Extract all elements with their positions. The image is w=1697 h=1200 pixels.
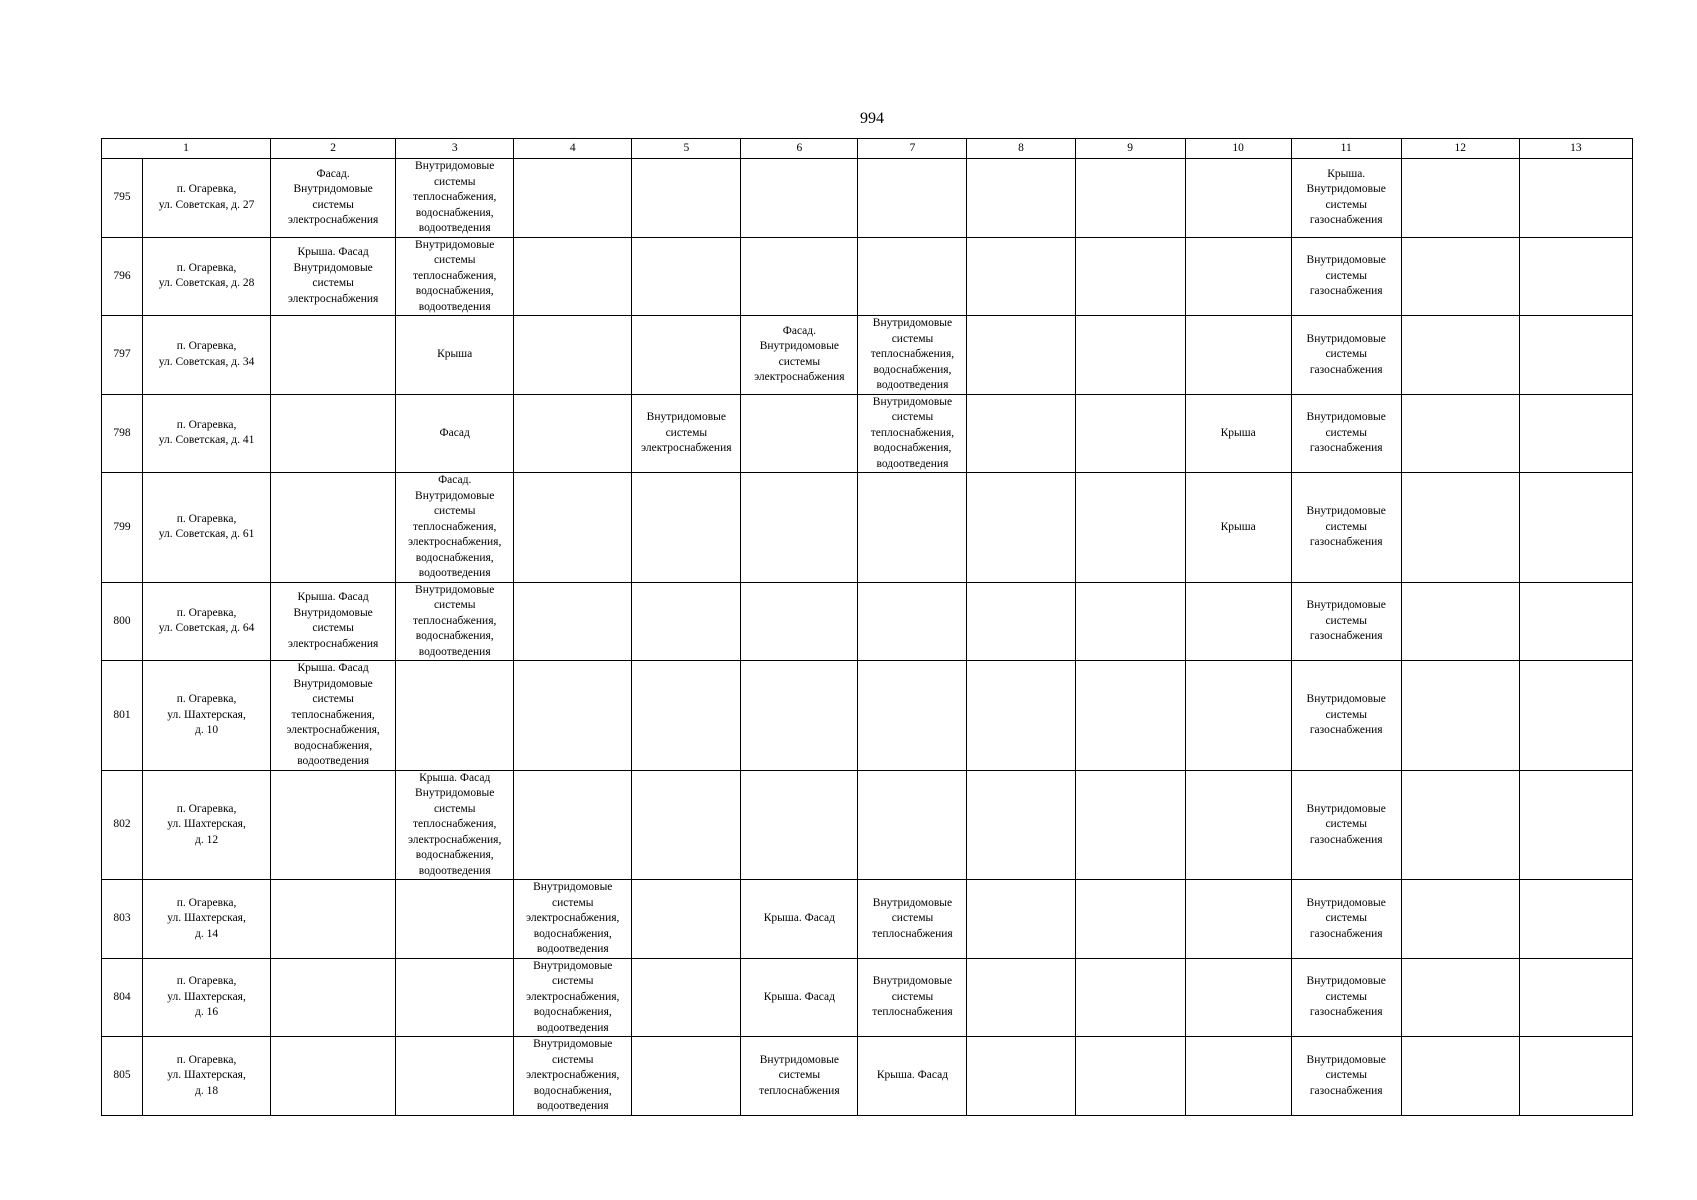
row-number: 804 xyxy=(102,958,143,1037)
column-header-9: 9 xyxy=(1075,139,1185,159)
work-cell-col-9 xyxy=(1075,880,1185,959)
column-header-4: 4 xyxy=(514,139,632,159)
column-header-6: 6 xyxy=(741,139,858,159)
address-cell: п. Огаревка, ул. Советская, д. 41 xyxy=(143,394,271,473)
table-row xyxy=(102,661,1633,771)
work-cell-col-12 xyxy=(1401,1037,1519,1116)
work-cell-col-5 xyxy=(632,958,741,1037)
work-cell-col-6: Крыша. Фасад xyxy=(741,958,858,1037)
address-cell: п. Огаревка, ул. Советская, д. 61 xyxy=(143,473,271,583)
work-cell-col-4 xyxy=(514,237,632,316)
work-cell-col-10 xyxy=(1185,958,1291,1037)
work-cell-col-9 xyxy=(1075,316,1185,395)
work-cell-col-6 xyxy=(741,159,858,238)
work-cell-col-8 xyxy=(967,770,1075,880)
work-cell-col-3: Крыша xyxy=(396,316,514,395)
work-cell-col-8 xyxy=(967,159,1075,238)
work-cell-col-11: Внутридомовые системы газоснабжения xyxy=(1291,880,1401,959)
work-cell-col-3: Крыша. Фасад Внутридомовые системы теплоснабжения, электроснабжения, водоснабжения, водоотведения xyxy=(396,770,514,880)
work-cell-col-13 xyxy=(1519,880,1632,959)
work-cell-col-5 xyxy=(632,880,741,959)
work-cell-col-10 xyxy=(1185,880,1291,959)
row-number: 799 xyxy=(102,473,143,583)
work-cell-col-9 xyxy=(1075,582,1185,661)
work-cell-col-11: Внутридомовые системы газоснабжения xyxy=(1291,1037,1401,1116)
address-cell: п. Огаревка, ул. Советская, д. 64 xyxy=(143,582,271,661)
table-row xyxy=(102,1037,1633,1116)
work-cell-col-13 xyxy=(1519,582,1632,661)
table-row xyxy=(102,237,1633,316)
work-cell-col-2: Крыша. Фасад Внутридомовые системы электроснабжения xyxy=(271,237,396,316)
work-cell-col-8 xyxy=(967,316,1075,395)
column-header-8: 8 xyxy=(967,139,1075,159)
work-cell-col-4 xyxy=(514,159,632,238)
table-row xyxy=(102,394,1633,473)
work-cell-col-13 xyxy=(1519,958,1632,1037)
column-header-row xyxy=(102,139,1633,159)
work-cell-col-10: Крыша xyxy=(1185,394,1291,473)
work-cell-col-5 xyxy=(632,159,741,238)
page-number: 994 xyxy=(860,110,884,127)
work-cell-col-3 xyxy=(396,661,514,771)
work-cell-col-9 xyxy=(1075,394,1185,473)
work-cell-col-11: Внутридомовые системы газоснабжения xyxy=(1291,958,1401,1037)
work-cell-col-6 xyxy=(741,237,858,316)
work-cell-col-9 xyxy=(1075,473,1185,583)
work-cell-col-12 xyxy=(1401,394,1519,473)
column-header-5: 5 xyxy=(632,139,741,159)
address-cell: п. Огаревка, ул. Шахтерская, д. 14 xyxy=(143,880,271,959)
work-cell-col-13 xyxy=(1519,237,1632,316)
work-cell-col-9 xyxy=(1075,1037,1185,1116)
work-cell-col-6 xyxy=(741,770,858,880)
work-cell-col-3: Фасад. Внутридомовые системы теплоснабжения, электроснабжения, водоснабжения, водоотведения xyxy=(396,473,514,583)
work-cell-col-3 xyxy=(396,880,514,959)
column-header-10: 10 xyxy=(1185,139,1291,159)
work-cell-col-12 xyxy=(1401,958,1519,1037)
work-cell-col-13 xyxy=(1519,473,1632,583)
address-cell: п. Огаревка, ул. Советская, д. 28 xyxy=(143,237,271,316)
work-cell-col-2 xyxy=(271,473,396,583)
work-cell-col-2: Крыша. Фасад Внутридомовые системы теплоснабжения, электроснабжения, водоснабжения, водоотведения xyxy=(271,661,396,771)
work-cell-col-11: Внутридомовые системы газоснабжения xyxy=(1291,582,1401,661)
work-cell-col-13 xyxy=(1519,159,1632,238)
work-cell-col-2 xyxy=(271,1037,396,1116)
work-cell-col-2 xyxy=(271,394,396,473)
work-cell-col-4 xyxy=(514,770,632,880)
work-cell-col-7: Внутридомовые системы теплоснабжения, водоснабжения, водоотведения xyxy=(858,316,967,395)
address-cell: п. Огаревка, ул. Шахтерская, д. 16 xyxy=(143,958,271,1037)
work-cell-col-7: Внутридомовые системы теплоснабжения, водоснабжения, водоотведения xyxy=(858,394,967,473)
work-cell-col-7 xyxy=(858,159,967,238)
work-cell-col-6 xyxy=(741,582,858,661)
work-cell-col-13 xyxy=(1519,1037,1632,1116)
work-cell-col-9 xyxy=(1075,159,1185,238)
work-cell-col-2 xyxy=(271,880,396,959)
work-cell-col-10 xyxy=(1185,1037,1291,1116)
work-cell-col-13 xyxy=(1519,770,1632,880)
work-cell-col-3 xyxy=(396,1037,514,1116)
column-header-12: 12 xyxy=(1401,139,1519,159)
work-cell-col-2 xyxy=(271,770,396,880)
row-number: 800 xyxy=(102,582,143,661)
table-row xyxy=(102,582,1633,661)
column-header-7: 7 xyxy=(858,139,967,159)
work-cell-col-12 xyxy=(1401,473,1519,583)
work-cell-col-4: Внутридомовые системы электроснабжения, водоснабжения, водоотведения xyxy=(514,880,632,959)
work-cell-col-6 xyxy=(741,394,858,473)
work-cell-col-2 xyxy=(271,316,396,395)
work-cell-col-12 xyxy=(1401,316,1519,395)
work-cell-col-3: Внутридомовые системы теплоснабжения, водоснабжения, водоотведения xyxy=(396,159,514,238)
work-cell-col-3 xyxy=(396,958,514,1037)
row-number: 805 xyxy=(102,1037,143,1116)
work-cell-col-13 xyxy=(1519,316,1632,395)
work-cell-col-5: Внутридомовые системы электроснабжения xyxy=(632,394,741,473)
column-header-13: 13 xyxy=(1519,139,1632,159)
address-cell: п. Огаревка, ул. Шахтерская, д. 10 xyxy=(143,661,271,771)
work-cell-col-6: Внутридомовые системы теплоснабжения xyxy=(741,1037,858,1116)
column-header-2: 2 xyxy=(271,139,396,159)
work-cell-col-6: Фасад. Внутридомовые системы электроснабжения xyxy=(741,316,858,395)
work-cell-col-8 xyxy=(967,582,1075,661)
work-cell-col-11: Внутридомовые системы газоснабжения xyxy=(1291,237,1401,316)
work-cell-col-2: Фасад. Внутридомовые системы электроснабжения xyxy=(271,159,396,238)
table-row xyxy=(102,159,1633,238)
work-cell-col-4: Внутридомовые системы электроснабжения, водоснабжения, водоотведения xyxy=(514,958,632,1037)
work-cell-col-10 xyxy=(1185,237,1291,316)
work-cell-col-8 xyxy=(967,394,1075,473)
row-number: 795 xyxy=(102,159,143,238)
work-cell-col-12 xyxy=(1401,159,1519,238)
column-header-1: 1 xyxy=(102,139,271,159)
work-cell-col-12 xyxy=(1401,880,1519,959)
work-cell-col-10 xyxy=(1185,582,1291,661)
row-number: 796 xyxy=(102,237,143,316)
work-cell-col-11: Внутридомовые системы газоснабжения xyxy=(1291,316,1401,395)
work-cell-col-11: Внутридомовые системы газоснабжения xyxy=(1291,394,1401,473)
work-cell-col-12 xyxy=(1401,237,1519,316)
work-cell-col-7 xyxy=(858,661,967,771)
table-body xyxy=(102,139,1633,1116)
work-cell-col-10: Крыша xyxy=(1185,473,1291,583)
work-cell-col-2: Крыша. Фасад Внутридомовые системы электроснабжения xyxy=(271,582,396,661)
work-cell-col-10 xyxy=(1185,770,1291,880)
work-cell-col-11: Внутридомовые системы газоснабжения xyxy=(1291,661,1401,771)
work-cell-col-8 xyxy=(967,473,1075,583)
work-cell-col-8 xyxy=(967,958,1075,1037)
work-cell-col-3: Внутридомовые системы теплоснабжения, водоснабжения, водоотведения xyxy=(396,237,514,316)
work-cell-col-5 xyxy=(632,237,741,316)
work-cell-col-9 xyxy=(1075,958,1185,1037)
row-number: 798 xyxy=(102,394,143,473)
work-cell-col-4: Внутридомовые системы электроснабжения, водоснабжения, водоотведения xyxy=(514,1037,632,1116)
table-row xyxy=(102,316,1633,395)
work-cell-col-9 xyxy=(1075,770,1185,880)
work-cell-col-5 xyxy=(632,473,741,583)
work-cell-col-7 xyxy=(858,473,967,583)
work-cell-col-7: Крыша. Фасад xyxy=(858,1037,967,1116)
work-cell-col-5 xyxy=(632,316,741,395)
address-cell: п. Огаревка, ул. Шахтерская, д. 12 xyxy=(143,770,271,880)
table-row xyxy=(102,958,1633,1037)
table-row xyxy=(102,473,1633,583)
row-number: 802 xyxy=(102,770,143,880)
work-cell-col-9 xyxy=(1075,661,1185,771)
column-header-11: 11 xyxy=(1291,139,1401,159)
work-cell-col-7: Внутридомовые системы теплоснабжения xyxy=(858,958,967,1037)
work-cell-col-13 xyxy=(1519,661,1632,771)
work-cell-col-10 xyxy=(1185,316,1291,395)
row-number: 801 xyxy=(102,661,143,771)
work-cell-col-7 xyxy=(858,770,967,880)
work-cell-col-10 xyxy=(1185,159,1291,238)
work-cell-col-4 xyxy=(514,661,632,771)
work-cell-col-11: Внутридомовые системы газоснабжения xyxy=(1291,770,1401,880)
row-number: 803 xyxy=(102,880,143,959)
address-cell: п. Огаревка, ул. Шахтерская, д. 18 xyxy=(143,1037,271,1116)
work-cell-col-8 xyxy=(967,1037,1075,1116)
work-cell-col-4 xyxy=(514,316,632,395)
work-cell-col-11: Крыша. Внутридомовые системы газоснабжения xyxy=(1291,159,1401,238)
work-cell-col-4 xyxy=(514,473,632,583)
work-cell-col-5 xyxy=(632,582,741,661)
work-cell-col-5 xyxy=(632,1037,741,1116)
work-cell-col-4 xyxy=(514,582,632,661)
work-cell-col-8 xyxy=(967,661,1075,771)
work-cell-col-6 xyxy=(741,473,858,583)
work-cell-col-6: Крыша. Фасад xyxy=(741,880,858,959)
work-cell-col-4 xyxy=(514,394,632,473)
work-cell-col-8 xyxy=(967,880,1075,959)
work-cell-col-10 xyxy=(1185,661,1291,771)
work-cell-col-2 xyxy=(271,958,396,1037)
work-cell-col-12 xyxy=(1401,582,1519,661)
work-cell-col-5 xyxy=(632,661,741,771)
work-cell-col-5 xyxy=(632,770,741,880)
address-cell: п. Огаревка, ул. Советская, д. 34 xyxy=(143,316,271,395)
table-row xyxy=(102,880,1633,959)
work-cell-col-6 xyxy=(741,661,858,771)
work-cell-col-3: Внутридомовые системы теплоснабжения, водоснабжения, водоотведения xyxy=(396,582,514,661)
work-cell-col-3: Фасад xyxy=(396,394,514,473)
table-row xyxy=(102,770,1633,880)
schedule-table xyxy=(101,138,1633,1116)
address-cell: п. Огаревка, ул. Советская, д. 27 xyxy=(143,159,271,238)
work-cell-col-11: Внутридомовые системы газоснабжения xyxy=(1291,473,1401,583)
work-cell-col-12 xyxy=(1401,661,1519,771)
work-cell-col-7 xyxy=(858,237,967,316)
column-header-3: 3 xyxy=(396,139,514,159)
work-cell-col-9 xyxy=(1075,237,1185,316)
work-cell-col-7: Внутридомовые системы теплоснабжения xyxy=(858,880,967,959)
work-cell-col-13 xyxy=(1519,394,1632,473)
work-cell-col-12 xyxy=(1401,770,1519,880)
work-cell-col-8 xyxy=(967,237,1075,316)
work-cell-col-7 xyxy=(858,582,967,661)
row-number: 797 xyxy=(102,316,143,395)
